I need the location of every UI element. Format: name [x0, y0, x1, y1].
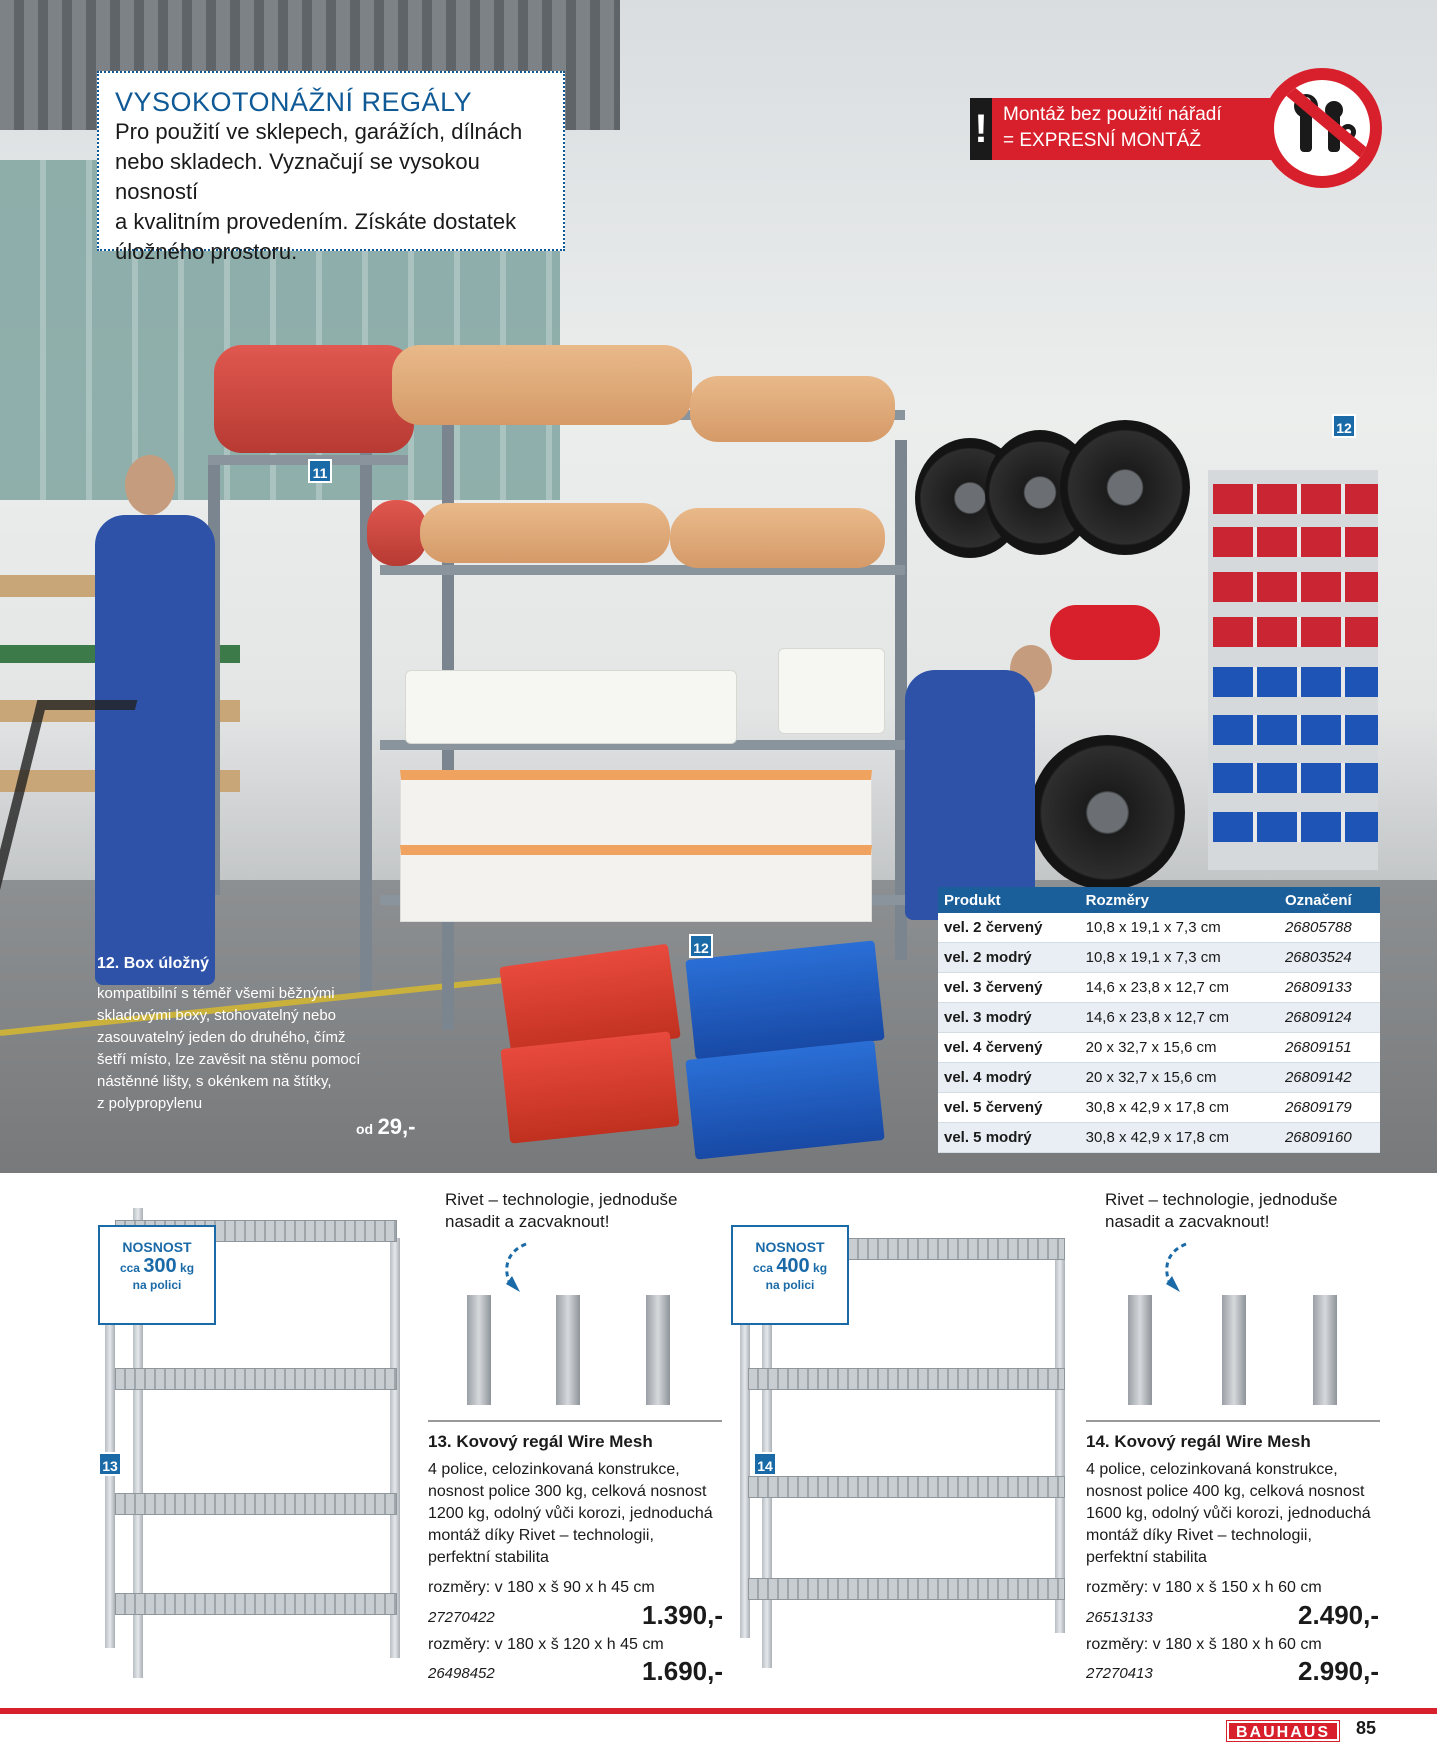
- table-cell: 26805788: [1279, 913, 1380, 943]
- table-cell: 26809142: [1279, 1063, 1380, 1093]
- badge-12: 12: [689, 934, 713, 958]
- price-prefix: od: [356, 1121, 374, 1137]
- table-header: Rozměry: [1080, 887, 1279, 913]
- table-cell: vel. 2 červený: [938, 913, 1080, 943]
- product-13-code: 26498452: [428, 1665, 495, 1682]
- bauhaus-logo: BAUHAUS: [1227, 1721, 1339, 1741]
- badge-12: 12: [1332, 414, 1356, 438]
- canister: [778, 648, 885, 734]
- box-description: kompatibilní s téměř všemi běžnými skladovými boxy, stohovatelný nebo zasouvatelný jeden do druhého, čímž šetří místo, lze zavěsit na stěnu pomocí nástěnné lišty, s okénkem na štítky, z polypropylenu: [97, 985, 361, 1112]
- intro-text: Pro použití ve sklepech, garážích, dílnách nebo skladech. Vyznačují se vysokou nosností a kvalitním provedením. Získáte dostatek úložného prostoru.: [115, 119, 523, 264]
- capacity-unit: kg: [813, 1261, 828, 1275]
- table-cell: 10,8 x 19,1 x 7,3 cm: [1080, 913, 1279, 943]
- table-cell: 26809151: [1279, 1033, 1380, 1063]
- no-tools-icon: [1262, 68, 1382, 188]
- capacity-value: [100, 1255, 214, 1278]
- product-14-dimensions: rozměry: v 180 x š 150 x h 60 cm: [1086, 1579, 1322, 1596]
- table-row: [938, 1123, 1380, 1153]
- rack-shelf: [115, 1593, 397, 1615]
- table-cell: 26803524: [1279, 943, 1380, 973]
- insulation-roll: [420, 503, 670, 563]
- red-bin: [501, 1031, 680, 1143]
- shelf-post: [360, 420, 372, 990]
- intro-box: [97, 71, 565, 264]
- capacity-sub: na polici: [132, 1278, 182, 1292]
- product-14-description: 4 police, celozinkovaná konstrukce, nosnost police 400 kg, celková nosnost 1600 kg, odolný vůči korozi, jednoduchá montáž díky Rivet – technologii, perfektní stabilita: [1086, 1461, 1371, 1566]
- blue-bins-row: [1213, 812, 1378, 842]
- rivet-note: Rivet – technologie, jednoduše nasadit a zacvaknout!: [1105, 1190, 1338, 1231]
- product-13-code: 27270422: [428, 1609, 495, 1626]
- tire: [1030, 735, 1185, 890]
- insulation-roll: [670, 508, 885, 568]
- table-cell: 26809124: [1279, 1003, 1380, 1033]
- capacity-value: [733, 1255, 847, 1278]
- table-cell: 30,8 x 42,9 x 17,8 cm: [1080, 1123, 1279, 1153]
- blue-bins-row: [1213, 667, 1378, 697]
- arrow-icon: [1156, 1242, 1192, 1296]
- rivet-part-icon: [1128, 1295, 1152, 1405]
- product-13-title: 13. Kovový regál Wire Mesh: [428, 1432, 653, 1451]
- table-cell: 30,8 x 42,9 x 17,8 cm: [1080, 1093, 1279, 1123]
- capacity-sub: na polici: [765, 1278, 815, 1292]
- red-bins-row: [1213, 617, 1378, 647]
- divider: [428, 1420, 722, 1422]
- product-14-code: 26513133: [1086, 1609, 1153, 1626]
- canisters: [405, 670, 737, 744]
- table-header: Produkt: [938, 887, 1080, 913]
- rivet-part-icon: [556, 1295, 580, 1405]
- red-bins-row: [1213, 484, 1378, 514]
- red-bins-row: [1213, 572, 1378, 602]
- product-14-dimensions: rozměry: v 180 x š 180 x h 60 cm: [1086, 1636, 1322, 1653]
- table-row: [938, 973, 1380, 1003]
- rack-shelf: [748, 1578, 1065, 1600]
- worker-head: [125, 455, 175, 515]
- table-cell: 20 x 32,7 x 15,6 cm: [1080, 1063, 1279, 1093]
- product-14-price: 2.990,-: [1298, 1656, 1379, 1686]
- product-14-code: 27270413: [1086, 1665, 1153, 1682]
- product-13-dimensions: rozměry: v 180 x š 120 x h 45 cm: [428, 1636, 664, 1653]
- red-bins-row: [1213, 527, 1378, 557]
- page-number: 85: [1356, 1718, 1377, 1738]
- paint-buckets: [400, 770, 872, 851]
- rack-shelf: [115, 1493, 397, 1515]
- table-cell: vel. 4 modrý: [938, 1063, 1080, 1093]
- divider: [1086, 1420, 1380, 1422]
- rivet-part-icon: [1313, 1295, 1337, 1405]
- capacity-unit: kg: [180, 1261, 195, 1275]
- intro-title: VYSOKOTONÁŽNÍ REGÁLY: [115, 87, 473, 117]
- table-row: [938, 1033, 1380, 1063]
- arrow-icon: [496, 1242, 532, 1296]
- exclamation-icon: !: [970, 98, 992, 160]
- insulation-roll: [214, 345, 414, 453]
- capacity-number: 400: [776, 1255, 810, 1277]
- rivet-part-icon: [467, 1295, 491, 1405]
- worker: [905, 670, 1035, 920]
- table-row: [938, 1003, 1380, 1033]
- badge-13: 13: [98, 1452, 122, 1476]
- product-13-price: 1.690,-: [642, 1656, 723, 1686]
- badge-11: 11: [308, 459, 332, 483]
- product-14-price: 2.490,-: [1298, 1600, 1379, 1630]
- capacity-badge: [731, 1225, 849, 1325]
- box-price: [356, 1114, 415, 1140]
- table-header: Označení: [1279, 887, 1380, 913]
- insulation-roll: [690, 376, 895, 442]
- rivet-part-icon: [646, 1295, 670, 1405]
- rack-shelf: [748, 1476, 1065, 1498]
- capacity-prefix: cca: [752, 1261, 773, 1275]
- table-cell: vel. 5 modrý: [938, 1123, 1080, 1153]
- montaz-text: Montáž bez použití nářadí = EXPRESNÍ MONTÁŽ: [1003, 104, 1222, 151]
- product-13-dimensions: rozměry: v 180 x š 90 x h 45 cm: [428, 1579, 655, 1596]
- insulation-roll: [392, 345, 692, 425]
- product-14-title: 14. Kovový regál Wire Mesh: [1086, 1432, 1311, 1451]
- rack-post: [1055, 1238, 1065, 1633]
- table-cell: 26809179: [1279, 1093, 1380, 1123]
- capacity-prefix: cca: [119, 1261, 140, 1275]
- product-13-price: 1.390,-: [642, 1600, 723, 1630]
- badge-14: 14: [753, 1452, 777, 1476]
- table-cell: 26809133: [1279, 973, 1380, 1003]
- capacity-label: NOSNOST: [755, 1239, 825, 1255]
- blue-bins-row: [1213, 715, 1378, 745]
- table-cell: 20 x 32,7 x 15,6 cm: [1080, 1033, 1279, 1063]
- table-cell: vel. 4 červený: [938, 1033, 1080, 1063]
- table-cell: vel. 3 modrý: [938, 1003, 1080, 1033]
- table-cell: 10,8 x 19,1 x 7,3 cm: [1080, 943, 1279, 973]
- table-cell: 14,6 x 23,8 x 12,7 cm: [1080, 973, 1279, 1003]
- box-sizes-table: [938, 887, 1380, 1153]
- rack-shelf: [115, 1368, 397, 1390]
- compressor: [1050, 605, 1160, 660]
- rivet-part-icon: [1222, 1295, 1246, 1405]
- capacity-badge: [98, 1225, 216, 1325]
- table-cell: vel. 5 červený: [938, 1093, 1080, 1123]
- blue-bin: [685, 1040, 884, 1159]
- table-cell: vel. 3 červený: [938, 973, 1080, 1003]
- table-cell: 14,6 x 23,8 x 12,7 cm: [1080, 1003, 1279, 1033]
- rack-shelf: [748, 1368, 1065, 1390]
- table-row: [938, 943, 1380, 973]
- capacity-number: 300: [143, 1255, 177, 1277]
- insulation-roll: [367, 500, 427, 566]
- table-row: [938, 913, 1380, 943]
- footer-rule: [0, 1708, 1437, 1714]
- rivet-note: Rivet – technologie, jednoduše nasadit a zacvaknout!: [445, 1190, 678, 1231]
- paint-buckets: [400, 845, 872, 922]
- tire: [1060, 420, 1190, 555]
- blue-bins-row: [1213, 763, 1378, 793]
- table-cell: 26809160: [1279, 1123, 1380, 1153]
- table-cell: vel. 2 modrý: [938, 943, 1080, 973]
- table-row: [938, 1093, 1380, 1123]
- box-title: 12. Box úložný: [97, 955, 210, 972]
- capacity-label: NOSNOST: [122, 1239, 192, 1255]
- price-value: 29,-: [377, 1114, 416, 1139]
- product-13-description: 4 police, celozinkovaná konstrukce, nosnost police 300 kg, celková nosnost 1200 kg, odolný vůči korozi, jednoduchá montáž díky Rivet – technologii, perfektní stabilita: [428, 1461, 713, 1566]
- table-row: [938, 1063, 1380, 1093]
